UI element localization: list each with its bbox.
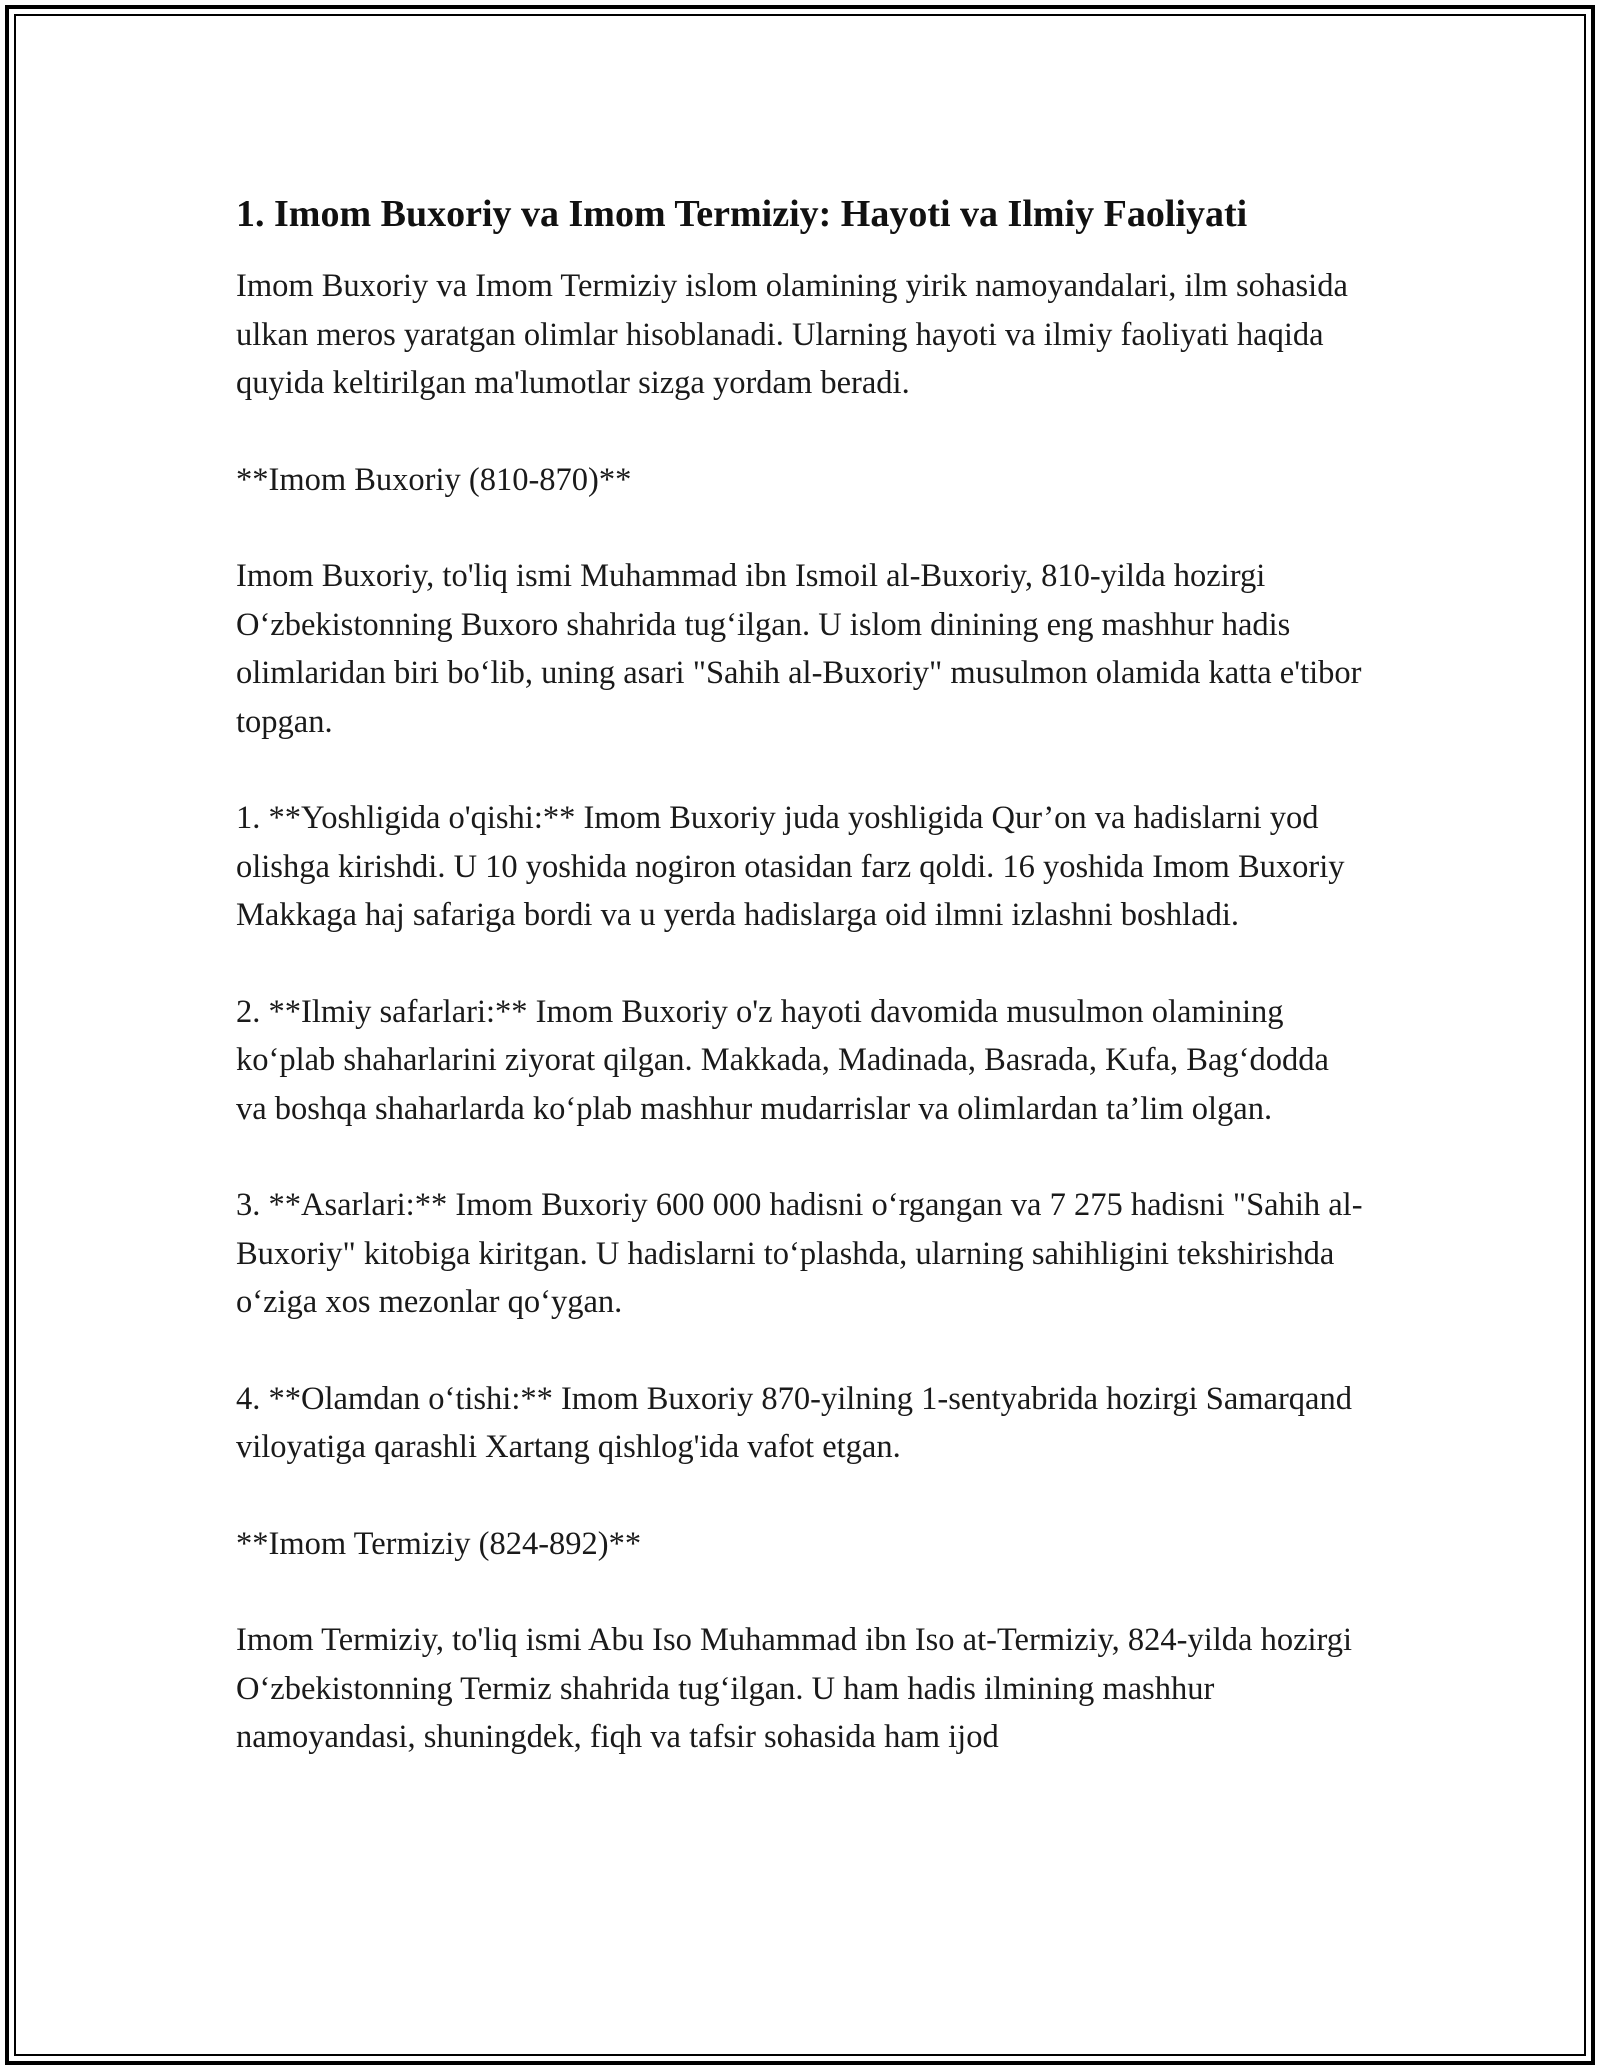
document-body <box>236 188 1366 1810</box>
list-item-yoshligi: 1. **Yoshligida o'qishi:** Imom Buxoriy juda yoshligida Qur’on va hadislarni yod olishga kirishdi. U 10 yoshida nogiron otasidan farz qoldi. 16 yoshida Imom Buxoriy Makkaga haj safariga bordi va u yerda hadislarga oid ilmni izlashni boshladi. <box>236 800 1345 933</box>
document-title: 1. Imom Buxoriy va Imom Termiziy: Hayoti va Ilmiy Faoliyati <box>236 193 1248 235</box>
section-heading-buxoriy: **Imom Buxoriy (810-870)** <box>236 461 632 498</box>
list-item-olamdan-otishi: 4. **Olamdan o‘tishi:** Imom Buxoriy 870-yilning 1-sentyabrida hozirgi Samarqand viloyatiga qarashli Xartang qishlog'ida vafot etgan. <box>236 1380 1352 1465</box>
list-item-asarlari: 3. **Asarlari:** Imom Buxoriy 600 000 hadisni o‘rgangan va 7 275 hadisni "Sahih al-Buxoriy" kitobiga kiritgan. U hadislarni to‘plashda, ularning sahihligini tekshirishda o‘ziga xos mezonlar qo‘ygan. <box>236 1187 1363 1320</box>
section-heading-termiziy: **Imom Termiziy (824-892)** <box>236 1525 642 1562</box>
buxoriy-bio-paragraph: Imom Buxoriy, to'liq ismi Muhammad ibn Ismoil al-Buxoriy, 810-yilda hozirgi O‘zbekistonning Buxoro shahrida tug‘ilgan. U islom dinining eng mashhur hadis olimlaridan biri bo‘lib, uning asari "Sahih al-Buxoriy" musulmon olamida katta e'tibor topgan. <box>236 558 1362 740</box>
termiziy-bio-paragraph: Imom Termiziy, to'liq ismi Abu Iso Muhammad ibn Iso at-Termiziy, 824-yilda hozirgi O‘zbekistonning Termiz shahrida tug‘ilgan. U ham hadis ilmining mashhur namoyandasi, shuningdek, fiqh va tafsir sohasida ham ijod <box>236 1622 1353 1755</box>
list-item-safarlari: 2. **Ilmiy safarlari:** Imom Buxoriy o'z hayoti davomida musulmon olamining ko‘plab shaharlarini ziyorat qilgan. Makkada, Madinada, Basrada, Kufa, Bag‘dodda va boshqa shaharlarda ko‘plab mashhur mudarrislar va olimlardan ta’lim olgan. <box>236 993 1329 1127</box>
intro-paragraph: Imom Buxoriy va Imom Termiziy islom olamining yirik namoyandalari, ilm sohasida ulkan meros yaratgan olimlar hisoblanadi. Ularning hayoti va ilmiy faoliyati haqida quyida keltirilgan ma'lumotlar sizga yordam beradi. <box>236 268 1348 401</box>
